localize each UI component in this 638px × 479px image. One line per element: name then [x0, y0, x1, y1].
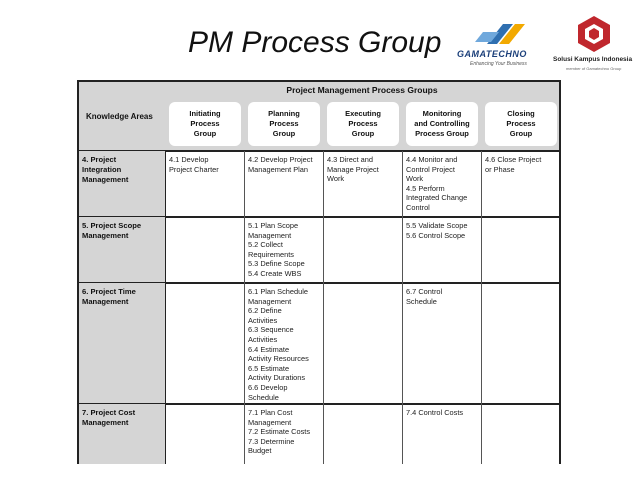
- gamatechno-wordmark: GAMATECHNO: [457, 49, 527, 59]
- knowledge-area-cost: 7. Project Cost Management: [82, 408, 136, 427]
- process-group-executing: Executing Process Group: [327, 102, 399, 146]
- knowledge-area-time: 6. Project Time Management: [82, 287, 136, 306]
- table-border-right: [559, 80, 561, 464]
- solusi-wordmark: Solusi Kampus Indonesia: [553, 56, 633, 63]
- knowledge-areas-label: Knowledge Areas: [86, 112, 153, 121]
- gamatechno-tagline: Enhancing Your Business: [470, 61, 527, 67]
- column-divider: [402, 151, 403, 464]
- process-cell: 5.5 Validate Scope 5.6 Control Scope: [406, 221, 468, 240]
- process-cell: 7.4 Control Costs: [406, 408, 464, 417]
- process-cell: 4.2 Develop Project Management Plan: [248, 155, 313, 174]
- column-divider: [323, 151, 324, 464]
- process-group-closing: Closing Process Group: [485, 102, 557, 146]
- process-cell: 6.7 Control Schedule: [406, 287, 443, 306]
- process-cell: 4.3 Direct and Manage Project Work: [327, 155, 379, 184]
- knowledge-area-scope: 5. Project Scope Management: [82, 221, 142, 240]
- process-group-initiating: Initiating Process Group: [169, 102, 241, 146]
- column-divider: [244, 151, 245, 464]
- process-cell: 4.1 Develop Project Charter: [169, 155, 219, 174]
- process-cell: 6.1 Plan Schedule Management 6.2 Define Activities 6.3 Sequence Activities 6.4 Estimate Activity Resources 6.5 Estimate Activity Durations 6.6 Develop Schedule: [248, 287, 309, 402]
- process-cell: 4.6 Close Project or Phase: [485, 155, 542, 174]
- process-group-planning: Planning Process Group: [248, 102, 320, 146]
- process-group-monitoring: Monitoring and Controlling Process Group: [406, 102, 478, 146]
- slide-title: PM Process Group: [188, 26, 442, 59]
- knowledge-area-integration: 4. Project Integration Management: [82, 155, 129, 184]
- knowledge-areas-header-cell: [79, 82, 166, 150]
- process-group-table: [77, 80, 562, 464]
- process-cell: 5.1 Plan Scope Management 5.2 Collect Requirements 5.3 Define Scope 5.4 Create WBS: [248, 221, 305, 278]
- process-cell: 7.1 Plan Cost Management 7.2 Estimate Costs 7.3 Determine Budget: [248, 408, 311, 456]
- column-divider: [481, 151, 482, 464]
- process-groups-header: Project Management Process Groups: [165, 82, 559, 99]
- process-cell: 4.4 Monitor and Control Project Work 4.5 Perform Integrated Change Control: [406, 155, 468, 212]
- solusi-cube-icon: [574, 14, 614, 54]
- solusi-subtitle: member of Gamatechno Group: [566, 66, 622, 71]
